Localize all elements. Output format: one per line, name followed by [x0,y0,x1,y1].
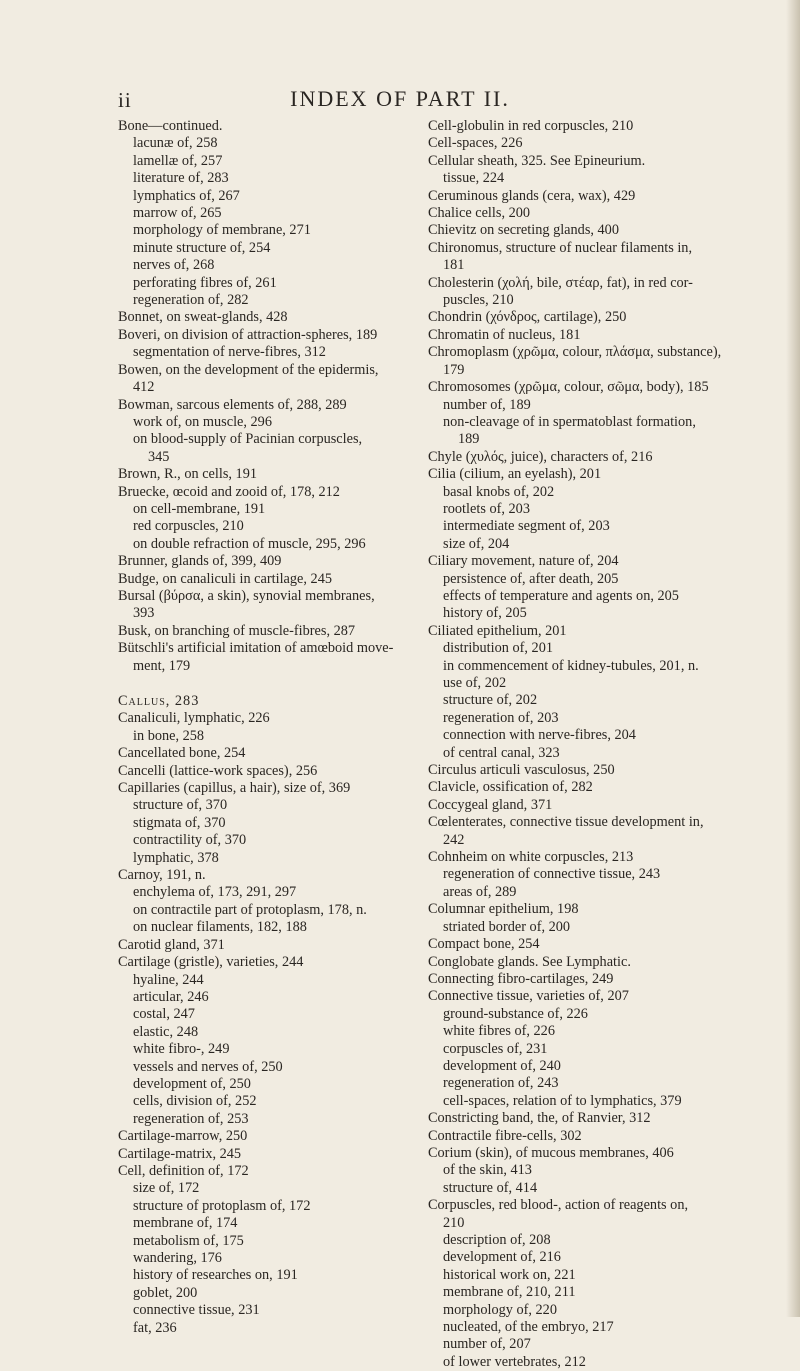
index-subentry: connective tissue, 231 [133,1302,260,1319]
page-edge-shadow [786,0,800,1317]
index-subentry: elastic, 248 [133,1023,199,1040]
index-entry: Conglobate glands. See Lymphatic. [428,953,631,970]
index-entry: Cartilage (gristle), varieties, 244 [118,954,304,971]
index-subentry: membrane of, 174 [133,1215,238,1232]
index-entry: Cholesterin (χολή, bile, στέαρ, fat), in red cor- [428,274,693,291]
index-subentry: structure of, 202 [443,692,538,709]
index-entry: Compact bone, 254 [428,936,540,953]
index-subentry: segmentation of nerve-fibres, 312 [133,344,326,361]
index-subentry: in commencement of kidney-tubules, 201, n. [443,657,699,674]
index-subentry: morphology of, 220 [443,1301,557,1318]
index-entry: Chyle (χυλός, juice), characters of, 216 [428,448,653,465]
index-subentry: on blood-supply of Pacinian corpuscles, [133,431,363,448]
index-entry: Connecting fibro-cartilages, 249 [428,970,614,987]
index-entry: Capillaries (capillus, a hair), size of, 369 [118,780,351,797]
index-entry: Cartilage-marrow, 250 [118,1128,248,1145]
index-subentry: number of, 189 [443,396,531,413]
index-subentry: 210 [443,1214,465,1231]
index-subentry: 345 [148,448,170,465]
index-subentry: development of, 250 [133,1075,251,1092]
index-entry: Chalice cells, 200 [428,205,531,222]
index-entry: Cartilage-matrix, 245 [118,1145,242,1162]
index-subentry: distribution of, 201 [443,640,554,657]
index-subentry: costal, 247 [133,1006,195,1023]
index-subentry: size of, 172 [133,1180,200,1197]
index-subentry: on nuclear filaments, 182, 188 [133,919,307,936]
index-subentry: development of, 240 [443,1057,561,1074]
index-subentry: regeneration of, 253 [133,1110,249,1127]
index-subentry: persistence of, after death, 205 [443,570,619,587]
index-subentry: enchylema of, 173, 291, 297 [133,884,297,901]
index-entry: Cœlenterates, connective tissue development in, [428,814,704,831]
index-entry: Cell-globulin in red corpuscles, 210 [428,118,634,134]
index-entry: Callus, 283 [118,693,200,709]
index-entry: Ciliated epithelium, 201 [428,622,567,639]
index-subentry: 412 [133,379,155,396]
index-entry: Contractile fibre-cells, 302 [428,1127,582,1144]
index-subentry: effects of temperature and agents on, 205 [443,587,679,604]
index-entry: Brown, R., on cells, 191 [118,466,257,483]
index-entry: Coccygeal gland, 371 [428,796,553,813]
index-column-right [428,118,758,1371]
index-subentry: tissue, 224 [443,170,505,187]
index-subentry: perforating fibres of, 261 [133,274,277,291]
index-subentry: membrane of, 210, 211 [443,1284,576,1301]
index-entry: Boveri, on division of attraction-spheres, 189 [118,326,378,343]
index-entry: Bowman, sarcous elements of, 288, 289 [118,396,347,413]
index-entry: Chromoplasm (χρῶμα, colour, πλάσμα, substance), [428,344,722,361]
index-subentry: nerves of, 268 [133,257,215,274]
index-subentry: puscles, 210 [443,292,514,309]
index-entry: Corium (skin), of mucous membranes, 406 [428,1144,674,1161]
index-entry: Bruecke, œcoid and zooid of, 178, 212 [118,483,340,500]
index-entry: Ciliary movement, nature of, 204 [428,553,619,570]
index-entry: Cellular sheath, 325. See Epineurium. [428,152,646,169]
index-entry: Cancellated bone, 254 [118,745,246,762]
index-subentry: regeneration of, 203 [443,709,559,726]
index-subentry: stigmata of, 370 [133,814,226,831]
index-subentry: striated border of, 200 [443,918,571,935]
section-gap [118,675,448,693]
index-subentry: wandering, 176 [133,1250,222,1266]
index-subentry: articular, 246 [133,988,209,1005]
index-subentry: of the skin, 413 [443,1162,532,1179]
page-number: ii [118,88,132,112]
index-subentry: cell-spaces, relation of to lymphatics, 379 [443,1092,682,1109]
index-subentry: contractility of, 370 [133,832,247,849]
index-entry: Bursal (βύρσα, a skin), synovial membranes, [118,587,375,604]
index-subentry: white fibro-, 249 [133,1041,230,1058]
index-subentry: lamellæ of, 257 [133,152,223,169]
index-subentry: on cell-membrane, 191 [133,500,266,517]
index-subentry: literature of, 283 [133,170,229,187]
index-subentry: regeneration of connective tissue, 243 [443,866,661,883]
index-entry: Chromatin of nucleus, 181 [428,326,581,343]
index-entry: Brunner, glands of, 399, 409 [118,553,282,570]
index-subentry: historical work on, 221 [443,1266,576,1283]
index-entry: Connective tissue, varieties of, 207 [428,988,629,1005]
index-subentry: cells, division of, 252 [133,1093,257,1110]
index-subentry: lacunæ of, 258 [133,135,218,152]
index-subentry: ment, 179 [133,657,191,674]
index-entry: Cell-spaces, 226 [428,135,523,152]
index-subentry: history of, 205 [443,605,527,622]
index-column-left [118,118,448,1337]
index-entry: Cohnheim on white corpuscles, 213 [428,849,634,866]
index-entry: Corpuscles, red blood-, action of reagents on, [428,1197,689,1214]
index-subentry: size of, 204 [443,535,510,552]
index-subentry: 179 [443,361,465,378]
index-entry: Bütschli's artificial imitation of amœboid move- [118,640,394,657]
index-subentry: 181 [443,257,465,274]
index-subentry: goblet, 200 [133,1284,198,1301]
index-subentry: vessels and nerves of, 250 [133,1058,283,1075]
index-entry: Busk, on branching of muscle-fibres, 287 [118,622,356,639]
index-subentry: minute structure of, 254 [133,239,271,256]
index-entry: Cancelli (lattice-work spaces), 256 [118,762,318,779]
index-subentry: in bone, 258 [133,727,205,744]
index-subentry: regeneration of, 282 [133,292,249,309]
index-entry: Clavicle, ossification of, 282 [428,779,593,796]
index-entry: Bone—continued. [118,118,223,134]
index-entry: Bowen, on the development of the epidermis, [118,361,379,378]
index-subentry: 189 [458,431,480,448]
index-entry: Chromosomes (χρῶμα, colour, σῶμα, body), 185 [428,379,709,396]
index-subentry: development of, 216 [443,1249,561,1266]
index-entry: Carotid gland, 371 [118,936,225,953]
index-subentry: corpuscles of, 231 [443,1040,548,1057]
index-entry: Ceruminous glands (cera, wax), 429 [428,187,636,204]
index-subentry: areas of, 289 [443,883,517,900]
index-subentry: nucleated, of the embryo, 217 [443,1319,614,1336]
index-subentry: description of, 208 [443,1232,551,1248]
index-entry: Bonnet, on sweat-glands, 428 [118,309,288,326]
index-subentry: hyaline, 244 [133,971,204,988]
index-entry: Chironomus, structure of nuclear filaments in, [428,239,693,256]
index-subentry: lymphatics of, 267 [133,187,240,204]
index-subentry: use of, 202 [443,675,507,691]
index-subentry: 242 [443,831,465,848]
index-entry: Cell, definition of, 172 [118,1162,249,1179]
index-entry: Chondrin (χόνδρος, cartilage), 250 [428,309,627,326]
index-subentry: connection with nerve-fibres, 204 [443,727,636,744]
index-subentry: fat, 236 [133,1319,177,1336]
index-entry: Budge, on canaliculi in cartilage, 245 [118,570,332,587]
index-subentry: structure of, 370 [133,797,228,814]
index-subentry: basal knobs of, 202 [443,483,555,500]
index-subentry: intermediate segment of, 203 [443,518,610,535]
index-subentry: of lower vertebrates, 212 [443,1353,586,1370]
index-entry: Carnoy, 191, n. [118,867,206,884]
index-subentry: on contractile part of protoplasm, 178, n. [133,901,367,918]
index-subentry: white fibres of, 226 [443,1023,555,1040]
index-subentry: ground-substance of, 226 [443,1005,588,1022]
index-subentry: rootlets of, 203 [443,500,530,517]
index-entry: Chievitz on secreting glands, 400 [428,222,619,239]
index-subentry: history of researches on, 191 [133,1267,298,1284]
index-subentry: on double refraction of muscle, 295, 296 [133,535,366,552]
index-subentry: red corpuscles, 210 [133,518,244,535]
index-subentry: lymphatic, 378 [133,849,219,866]
index-entry: Canaliculi, lymphatic, 226 [118,710,270,727]
index-subentry: 393 [133,605,155,622]
index-subentry: non-cleavage of in spermatoblast formation, [443,413,696,430]
page-title: INDEX OF PART II. [290,86,510,111]
index-subentry: structure of protoplasm of, 172 [133,1197,311,1214]
index-entry: Columnar epithelium, 198 [428,901,579,918]
index-subentry: number of, 207 [443,1336,531,1353]
index-subentry: metabolism of, 175 [133,1232,244,1249]
index-subentry: morphology of membrane, 271 [133,222,311,239]
index-subentry: work of, on muscle, 296 [133,413,272,430]
index-entry: Constricting band, the, of Ranvier, 312 [428,1110,651,1127]
index-subentry: of central canal, 323 [443,744,560,761]
index-subentry: regeneration of, 243 [443,1075,559,1092]
index-subentry: structure of, 414 [443,1179,538,1196]
index-entry: Circulus articuli vasculosus, 250 [428,762,615,779]
index-entry: Cilia (cilium, an eyelash), 201 [428,466,602,483]
index-subentry: marrow of, 265 [133,205,222,222]
